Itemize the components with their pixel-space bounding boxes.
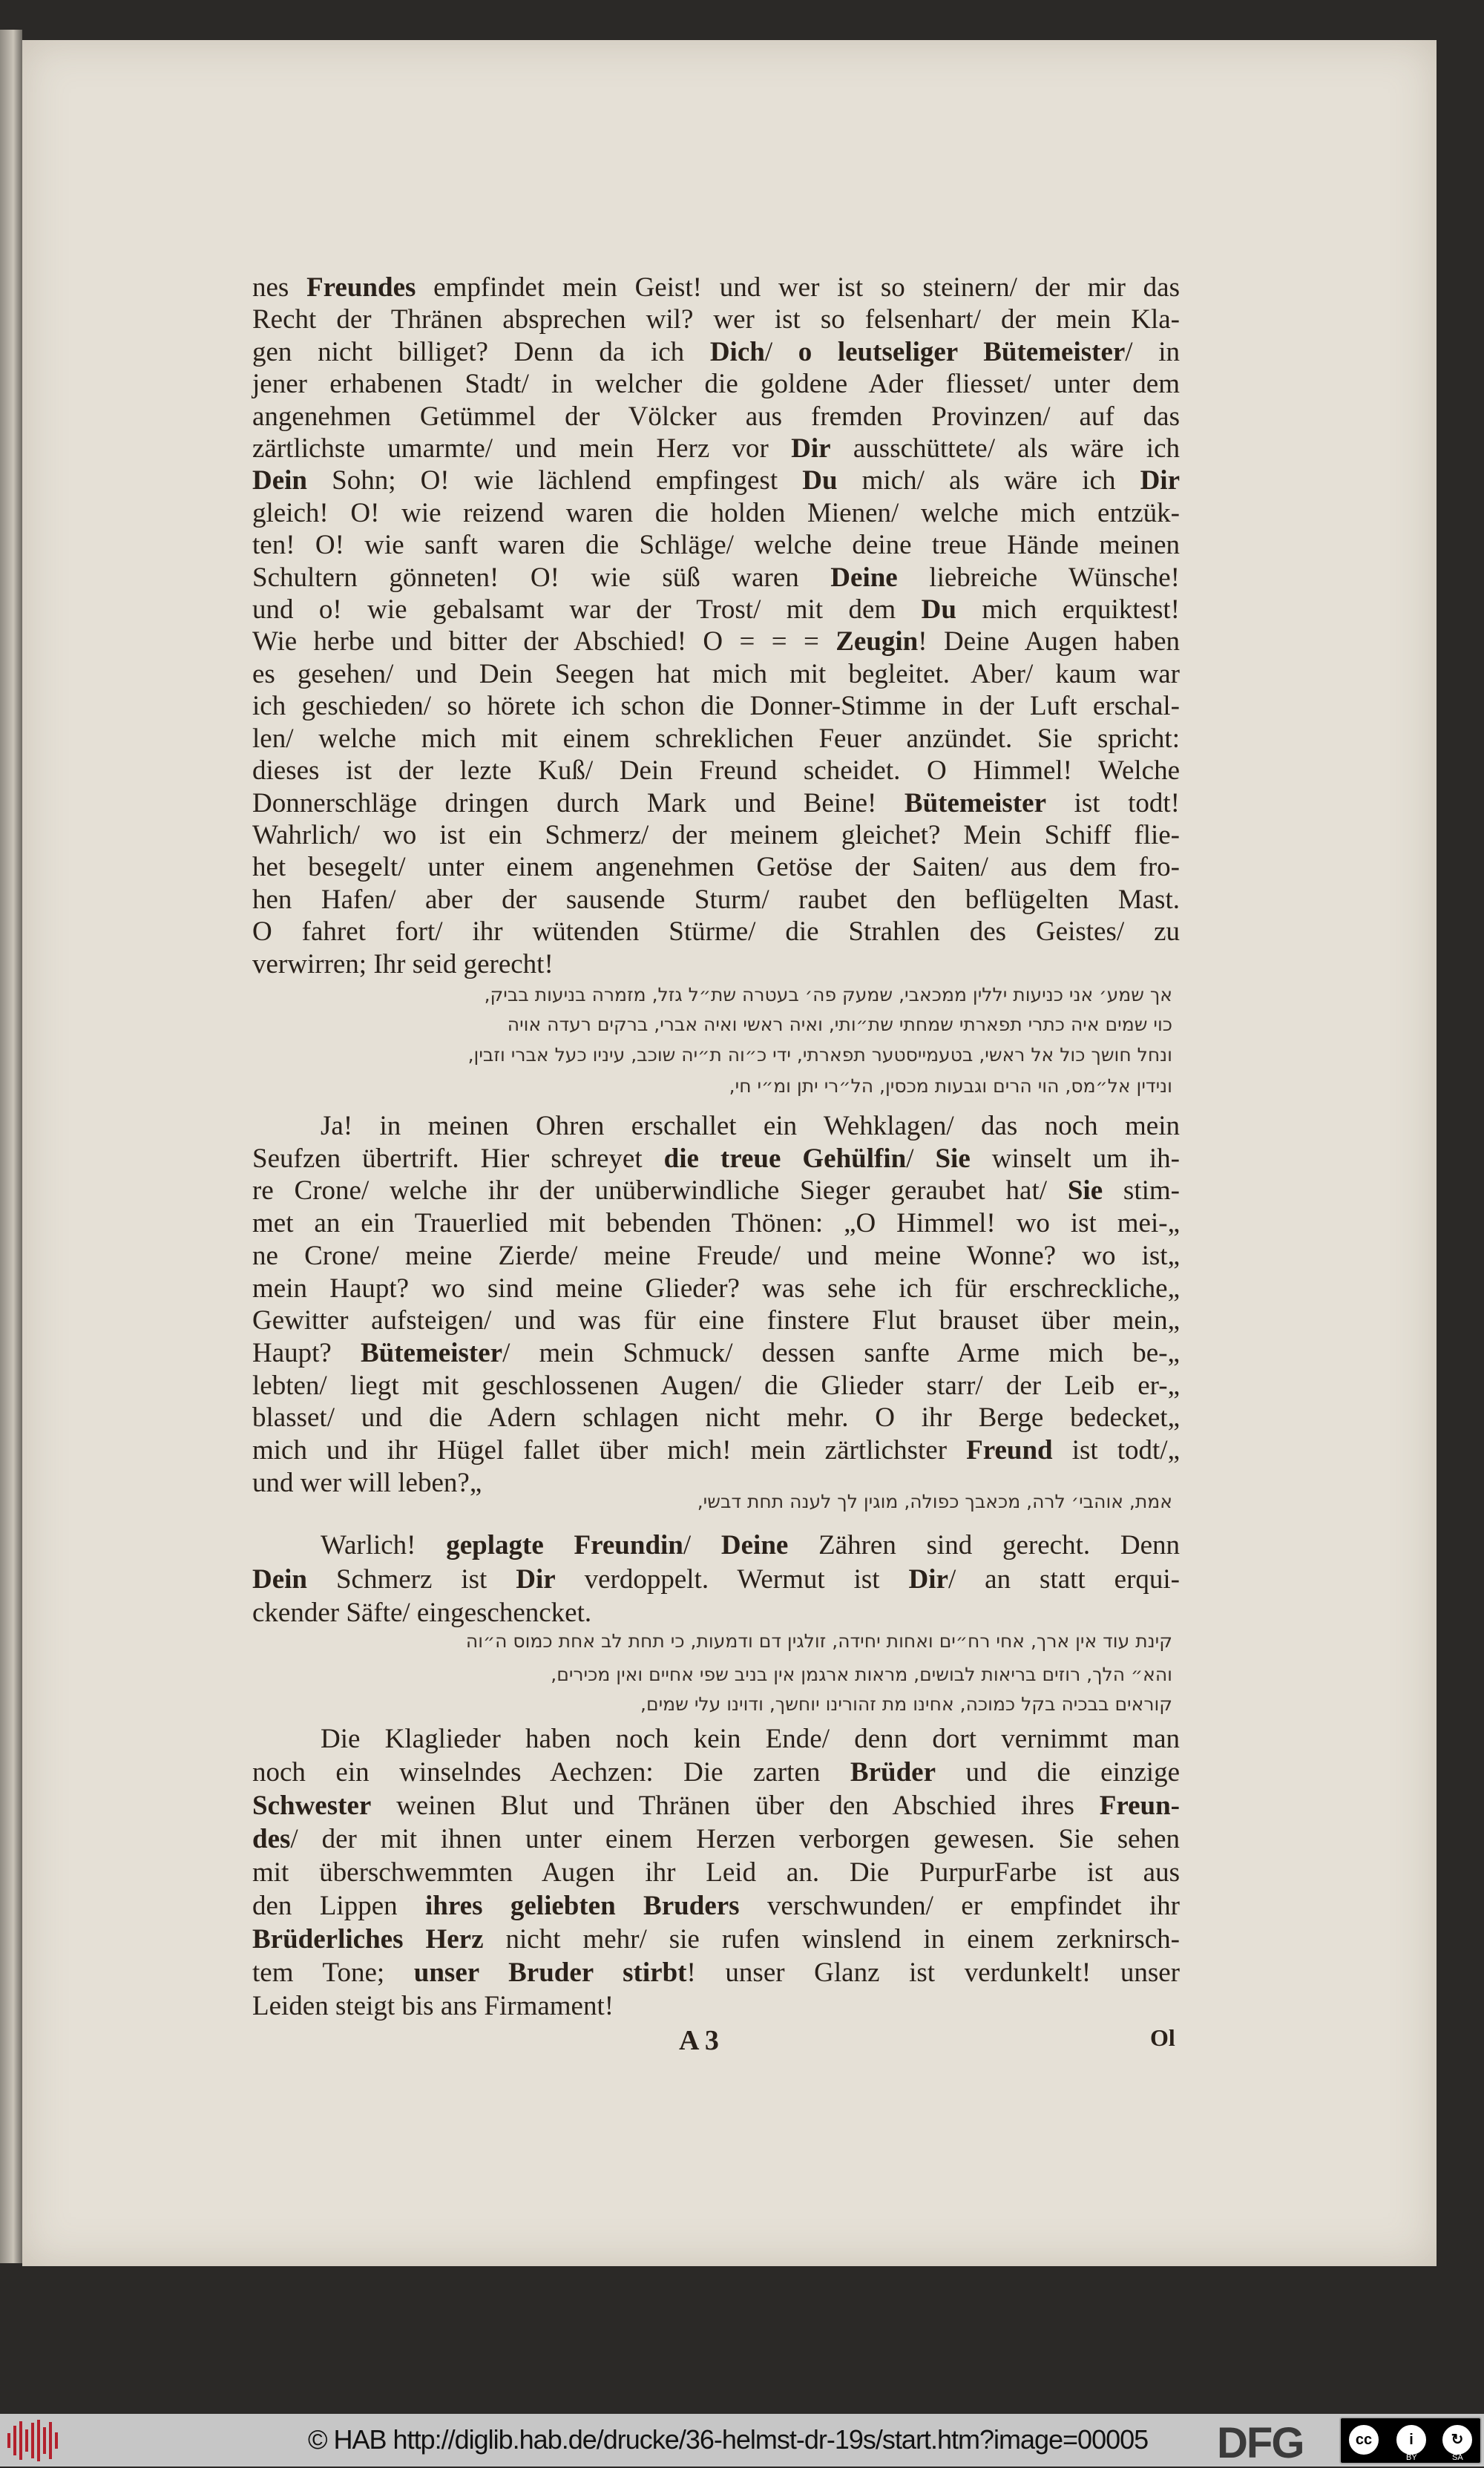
text-segment: Seufzen übertrift. Hier schreyet xyxy=(252,1143,664,1174)
text-segment: Zähren sind gerecht. Denn xyxy=(788,1530,1180,1560)
text-line xyxy=(252,433,1180,465)
text-line xyxy=(252,368,1180,400)
text-line xyxy=(252,851,1180,883)
text-line xyxy=(252,1207,1180,1240)
text-segment: und o! wie gebalsamt war der Trost/ mit dem xyxy=(252,594,922,626)
emphasized-text: Sie xyxy=(935,1143,971,1174)
text-line xyxy=(252,723,1180,755)
text-segment: gleich! O! wie reizend waren die holden Mienen/ welche mich entzük- xyxy=(252,497,1180,528)
text-segment: het besegelt/ unter einem angenehmen Getöse der Saiten/ aus dem fro- xyxy=(252,852,1180,883)
hab-logo-icon xyxy=(7,2420,59,2461)
text-line xyxy=(252,1923,1180,1956)
text-segment: Wie herbe und bitter der Abschied! O = = = xyxy=(252,626,836,657)
text-segment: hen Hafen/ aber der sausende Sturm/ raubet den beflügelten Mast. xyxy=(252,884,1180,915)
text-segment: Warlich! xyxy=(321,1530,447,1560)
text-segment: verdoppelt. Wermut ist xyxy=(555,1563,909,1595)
text-segment: ist todt! xyxy=(1046,787,1180,818)
text-line xyxy=(252,755,1180,787)
catchword: Ol xyxy=(1150,2024,1175,2051)
text-segment: Ja! in meinen Ohren erschallet ein Wehklagen/ das noch mein xyxy=(321,1111,1180,1141)
text-line xyxy=(252,1596,1180,1630)
text-segment: mit überschwemmten Augen ihr Leid an. Die PurpurFarbe ist aus xyxy=(252,1857,1180,1888)
text-segment: den Lippen xyxy=(252,1891,426,1921)
text-segment: Schultern gönneten! O! wie süß waren xyxy=(252,562,831,593)
emphasized-text: Sie xyxy=(1067,1175,1103,1207)
emphasized-text: die treue Gehülfin xyxy=(663,1143,907,1174)
paragraph-1 xyxy=(252,272,1180,980)
text-segment: stim- xyxy=(1103,1175,1180,1207)
hebrew-line: כוי שמים איה כתרי תפארתי שמחתי שת״ותי, ואיה ראשי ואיה אברי, ברקים רעדה אויה xyxy=(507,1014,1172,1035)
text-line xyxy=(252,401,1180,433)
text-segment: ne Crone/ meine Zierde/ meine Freude/ und meine Wonne? wo ist„ xyxy=(252,1240,1180,1271)
emphasized-text: Dir xyxy=(791,433,831,465)
text-segment: verwirren; Ihr seid gerecht! xyxy=(252,948,554,979)
text-line xyxy=(252,819,1180,851)
text-line xyxy=(252,1856,1180,1889)
by-label: BY xyxy=(1406,2453,1417,2462)
text-segment: Die Klaglieder haben noch kein Ende/ denn dort vernimmt man xyxy=(321,1724,1180,1754)
text-segment: Haupt? xyxy=(252,1337,361,1368)
text-segment: / an statt erqui- xyxy=(948,1563,1181,1595)
text-line xyxy=(252,1402,1180,1434)
emphasized-text: Du xyxy=(802,465,838,496)
text-line xyxy=(252,1337,1180,1370)
text-line xyxy=(252,1370,1180,1402)
emphasized-text: des xyxy=(252,1824,291,1854)
text-line xyxy=(252,272,1180,303)
text-segment: und die einzige xyxy=(936,1757,1180,1788)
text-segment: angenehmen Getümmel der Völcker aus fremden Provinzen/ auf das xyxy=(252,401,1180,432)
emphasized-text: unser Bruder stirbt xyxy=(413,1957,687,1988)
text-segment: tem Tone; xyxy=(252,1957,414,1988)
text-segment: mich/ als wäre ich xyxy=(837,465,1140,496)
paragraph-4 xyxy=(252,1722,1180,2023)
signature-mark: A 3 xyxy=(679,2025,719,2056)
text-segment: gen nicht billiget? Denn da ich xyxy=(252,336,710,367)
text-segment: und wer will leben?„ xyxy=(252,1467,482,1498)
text-segment: / in xyxy=(1125,336,1181,367)
text-segment: / mein Schmuck/ dessen sanfte Arme mich be-„ xyxy=(502,1337,1180,1368)
emphasized-text: Dir xyxy=(516,1563,556,1595)
paragraph-2 xyxy=(252,1110,1180,1499)
text-line xyxy=(252,626,1180,657)
text-segment: Recht der Thränen absprechen wil? wer ist so felsenhart/ der mein Kla- xyxy=(252,304,1180,335)
text-line xyxy=(252,1434,1180,1467)
text-line xyxy=(252,1889,1180,1923)
text-segment: nicht mehr/ sie rufen winslend in einem zerknirsch- xyxy=(483,1924,1180,1955)
emphasized-text: Brüderliches Herz xyxy=(252,1924,484,1955)
emphasized-text: Brüder xyxy=(850,1757,936,1788)
text-line xyxy=(252,1175,1180,1207)
text-segment: / xyxy=(683,1530,721,1560)
text-line xyxy=(252,465,1180,496)
emphasized-text: geplagte Freundin xyxy=(446,1530,683,1560)
text-segment: Leiden steigt bis ans Firmament! xyxy=(252,1991,614,2021)
emphasized-text: o leutseliger Bütemeister xyxy=(798,336,1126,367)
text-line xyxy=(252,562,1180,594)
text-line xyxy=(252,303,1180,335)
emphasized-text: ihres geliebten Bruders xyxy=(425,1891,740,1921)
text-segment: / xyxy=(764,336,798,367)
emphasized-text: Freund xyxy=(966,1435,1053,1466)
text-segment: Donnerschläge dringen durch Mark und Beine! xyxy=(252,787,904,818)
hebrew-line: אמת, אוהבי׳ לרה, מכאבך כפולה, מוגין לך לענה תחת דבשי, xyxy=(697,1491,1172,1512)
text-segment: empfindet mein Geist! und wer ist so steinern/ der mir das xyxy=(416,272,1180,303)
hebrew-line: קוראים בבכיה בקל כמוכה, אחינו מת זהורינו יוחשך, ודוינו עלי שמים, xyxy=(640,1693,1172,1715)
text-line xyxy=(252,1273,1180,1305)
text-segment: Wahrlich/ wo ist ein Schmerz/ der meinem gleichet? Mein Schiff flie- xyxy=(252,819,1180,850)
text-line xyxy=(252,1240,1180,1273)
text-line xyxy=(252,1789,1180,1822)
text-segment: mich erquiktest! xyxy=(956,594,1180,626)
text-segment: zärtlichste umarmte/ und mein Herz vor xyxy=(252,433,792,465)
hebrew-line: והא״ הלך, רוזים בריאות לבושים, מראות ארגמן אין בניב שפי אחיים ואין מכירים, xyxy=(551,1664,1172,1685)
hebrew-line: אך שמע׳ אני כניעות יללין ממכאבי, שמעק פה׳ בעטרה שת״ל גזל, מזמרה בניעות בביק, xyxy=(484,984,1172,1005)
text-line xyxy=(252,497,1180,529)
text-segment: lebten/ liegt mit geschlossenen Augen/ die Glieder starr/ der Leib er-„ xyxy=(252,1370,1180,1401)
emphasized-text: Bütemeister xyxy=(904,787,1046,818)
text-segment: ckender Säfte/ eingeschencket. xyxy=(252,1598,592,1628)
text-line xyxy=(252,336,1180,368)
sa-label: SA xyxy=(1452,2453,1463,2462)
text-segment: re Crone/ welche ihr der unüberwindliche Sieger geraubet hat/ xyxy=(252,1175,1068,1207)
attribution-icon: i xyxy=(1394,2423,1428,2457)
text-line xyxy=(252,1989,1180,2023)
text-segment: blasset/ und die Adern schlagen nicht mehr. O ihr Berge bedecket„ xyxy=(252,1402,1180,1434)
text-segment: Schmerz ist xyxy=(307,1563,516,1595)
text-line xyxy=(252,916,1180,948)
emphasized-text: Zeugin xyxy=(835,626,919,657)
emphasized-text: Freundes xyxy=(306,272,416,303)
share-alike-icon: ↻ xyxy=(1440,2423,1474,2457)
text-line xyxy=(252,1529,1180,1563)
emphasized-text: Dein xyxy=(252,465,307,496)
text-line xyxy=(252,1304,1180,1337)
emphasized-text: Dich xyxy=(709,336,765,367)
text-segment: jener erhabenen Stadt/ in welcher die goldene Ader fliesset/ unter dem xyxy=(252,369,1180,400)
cc-icon: cc xyxy=(1347,2423,1381,2457)
text-line xyxy=(252,1143,1180,1175)
emphasized-text: Deine xyxy=(830,562,898,593)
copyright-url[interactable]: © HAB http://diglib.hab.de/drucke/36-helmst-dr-19s/start.htm?image=00005 xyxy=(308,2424,1149,2455)
footer-bar xyxy=(0,2414,1484,2467)
text-segment: dieses ist der lezte Kuß/ Dein Freund scheidet. O Himmel! Welche xyxy=(252,755,1180,787)
emphasized-text: Freun- xyxy=(1099,1791,1180,1821)
text-line xyxy=(252,948,1180,980)
text-line xyxy=(252,1956,1180,1989)
text-segment: Sohn; O! wie lächlend empfingest xyxy=(307,465,803,496)
text-segment: ! Deine Augen haben xyxy=(918,626,1180,657)
text-line xyxy=(252,1822,1180,1856)
cc-license-badge[interactable] xyxy=(1339,2417,1482,2464)
text-line xyxy=(252,658,1180,690)
previous-page-edge xyxy=(0,30,22,2263)
hebrew-line: קינת עוד אין ארך, אחי רח״ים ואחות יחידה, זולגין דם ודמעות, כי תחת לב אחת כמוס ה״וה xyxy=(465,1630,1172,1652)
text-segment: len/ welche mich mit einem schreklichen Feuer anzündet. Sie spricht: xyxy=(252,723,1180,754)
hebrew-line: ונידין אל״מס, הוי הרים וגבעות מכסין, הל״רי יתן ומ״י חי, xyxy=(729,1075,1172,1097)
emphasized-text: Dir xyxy=(1140,465,1180,496)
text-segment: ausschüttete/ als wäre ich xyxy=(830,433,1180,465)
text-segment: mein Haupt? wo sind meine Glieder? was sehe ich für erschreckliche„ xyxy=(252,1273,1180,1304)
text-segment: ten! O! wie sanft waren die Schläge/ welche deine treue Hände meinen xyxy=(252,530,1180,561)
text-line xyxy=(252,529,1180,561)
text-segment: Gewitter aufsteigen/ und was für eine finstere Flut brauset über mein„ xyxy=(252,1305,1180,1336)
text-segment: ! unser Glanz ist verdunkelt! unser xyxy=(686,1957,1180,1988)
dfg-logo: DFG xyxy=(1217,2419,1304,2467)
text-segment: winselt um ih- xyxy=(970,1143,1181,1174)
paragraph-3 xyxy=(252,1529,1180,1630)
text-segment: mich und ihr Hügel fallet über mich! mein zärtlichster xyxy=(252,1435,967,1466)
text-segment: noch ein winselndes Aechzen: Die zarten xyxy=(252,1757,850,1788)
text-segment: / der mit ihnen unter einem Herzen verborgen gewesen. Sie sehen xyxy=(290,1824,1180,1854)
text-segment: liebreiche Wünsche! xyxy=(897,562,1181,593)
text-segment: met an ein Trauerlied mit bebenden Thönen: „O Himmel! wo ist mei-„ xyxy=(252,1208,1180,1239)
text-segment: es gesehen/ und Dein Seegen hat mich mit begleitet. Aber/ kaum war xyxy=(252,658,1180,689)
text-line xyxy=(252,1110,1180,1143)
text-segment: weinen Blut und Thränen über den Abschied ihres xyxy=(371,1791,1100,1821)
emphasized-text: Dir xyxy=(908,1563,948,1595)
text-line xyxy=(252,884,1180,916)
text-line xyxy=(252,1722,1180,1756)
text-line xyxy=(252,787,1180,819)
emphasized-text: Schwester xyxy=(252,1791,372,1821)
text-segment: ich geschieden/ so hörete ich schon die Donner-Stimme in der Luft erschal- xyxy=(252,691,1180,722)
emphasized-text: Bütemeister xyxy=(360,1337,503,1368)
text-segment: verschwunden/ er empfindet ihr xyxy=(739,1891,1180,1921)
text-segment: nes xyxy=(252,272,307,303)
emphasized-text: Dein xyxy=(252,1563,307,1595)
emphasized-text: Deine xyxy=(720,1530,789,1560)
text-segment: O fahret fort/ ihr wütenden Stürme/ die Strahlen des Geistes/ zu xyxy=(252,916,1180,948)
text-segment: / xyxy=(906,1143,936,1174)
hebrew-line: ונחל חושך כול אל ראשי, בטעמייסטער תפארתי, ידי כ״וה ת״יה שוכב, עיניו כעל אברי וזבין, xyxy=(467,1044,1172,1066)
text-line xyxy=(252,690,1180,722)
text-line xyxy=(252,1756,1180,1789)
text-segment: ist todt/„ xyxy=(1052,1435,1180,1466)
text-line xyxy=(252,594,1180,626)
text-line xyxy=(252,1563,1180,1597)
emphasized-text: Du xyxy=(921,594,956,626)
